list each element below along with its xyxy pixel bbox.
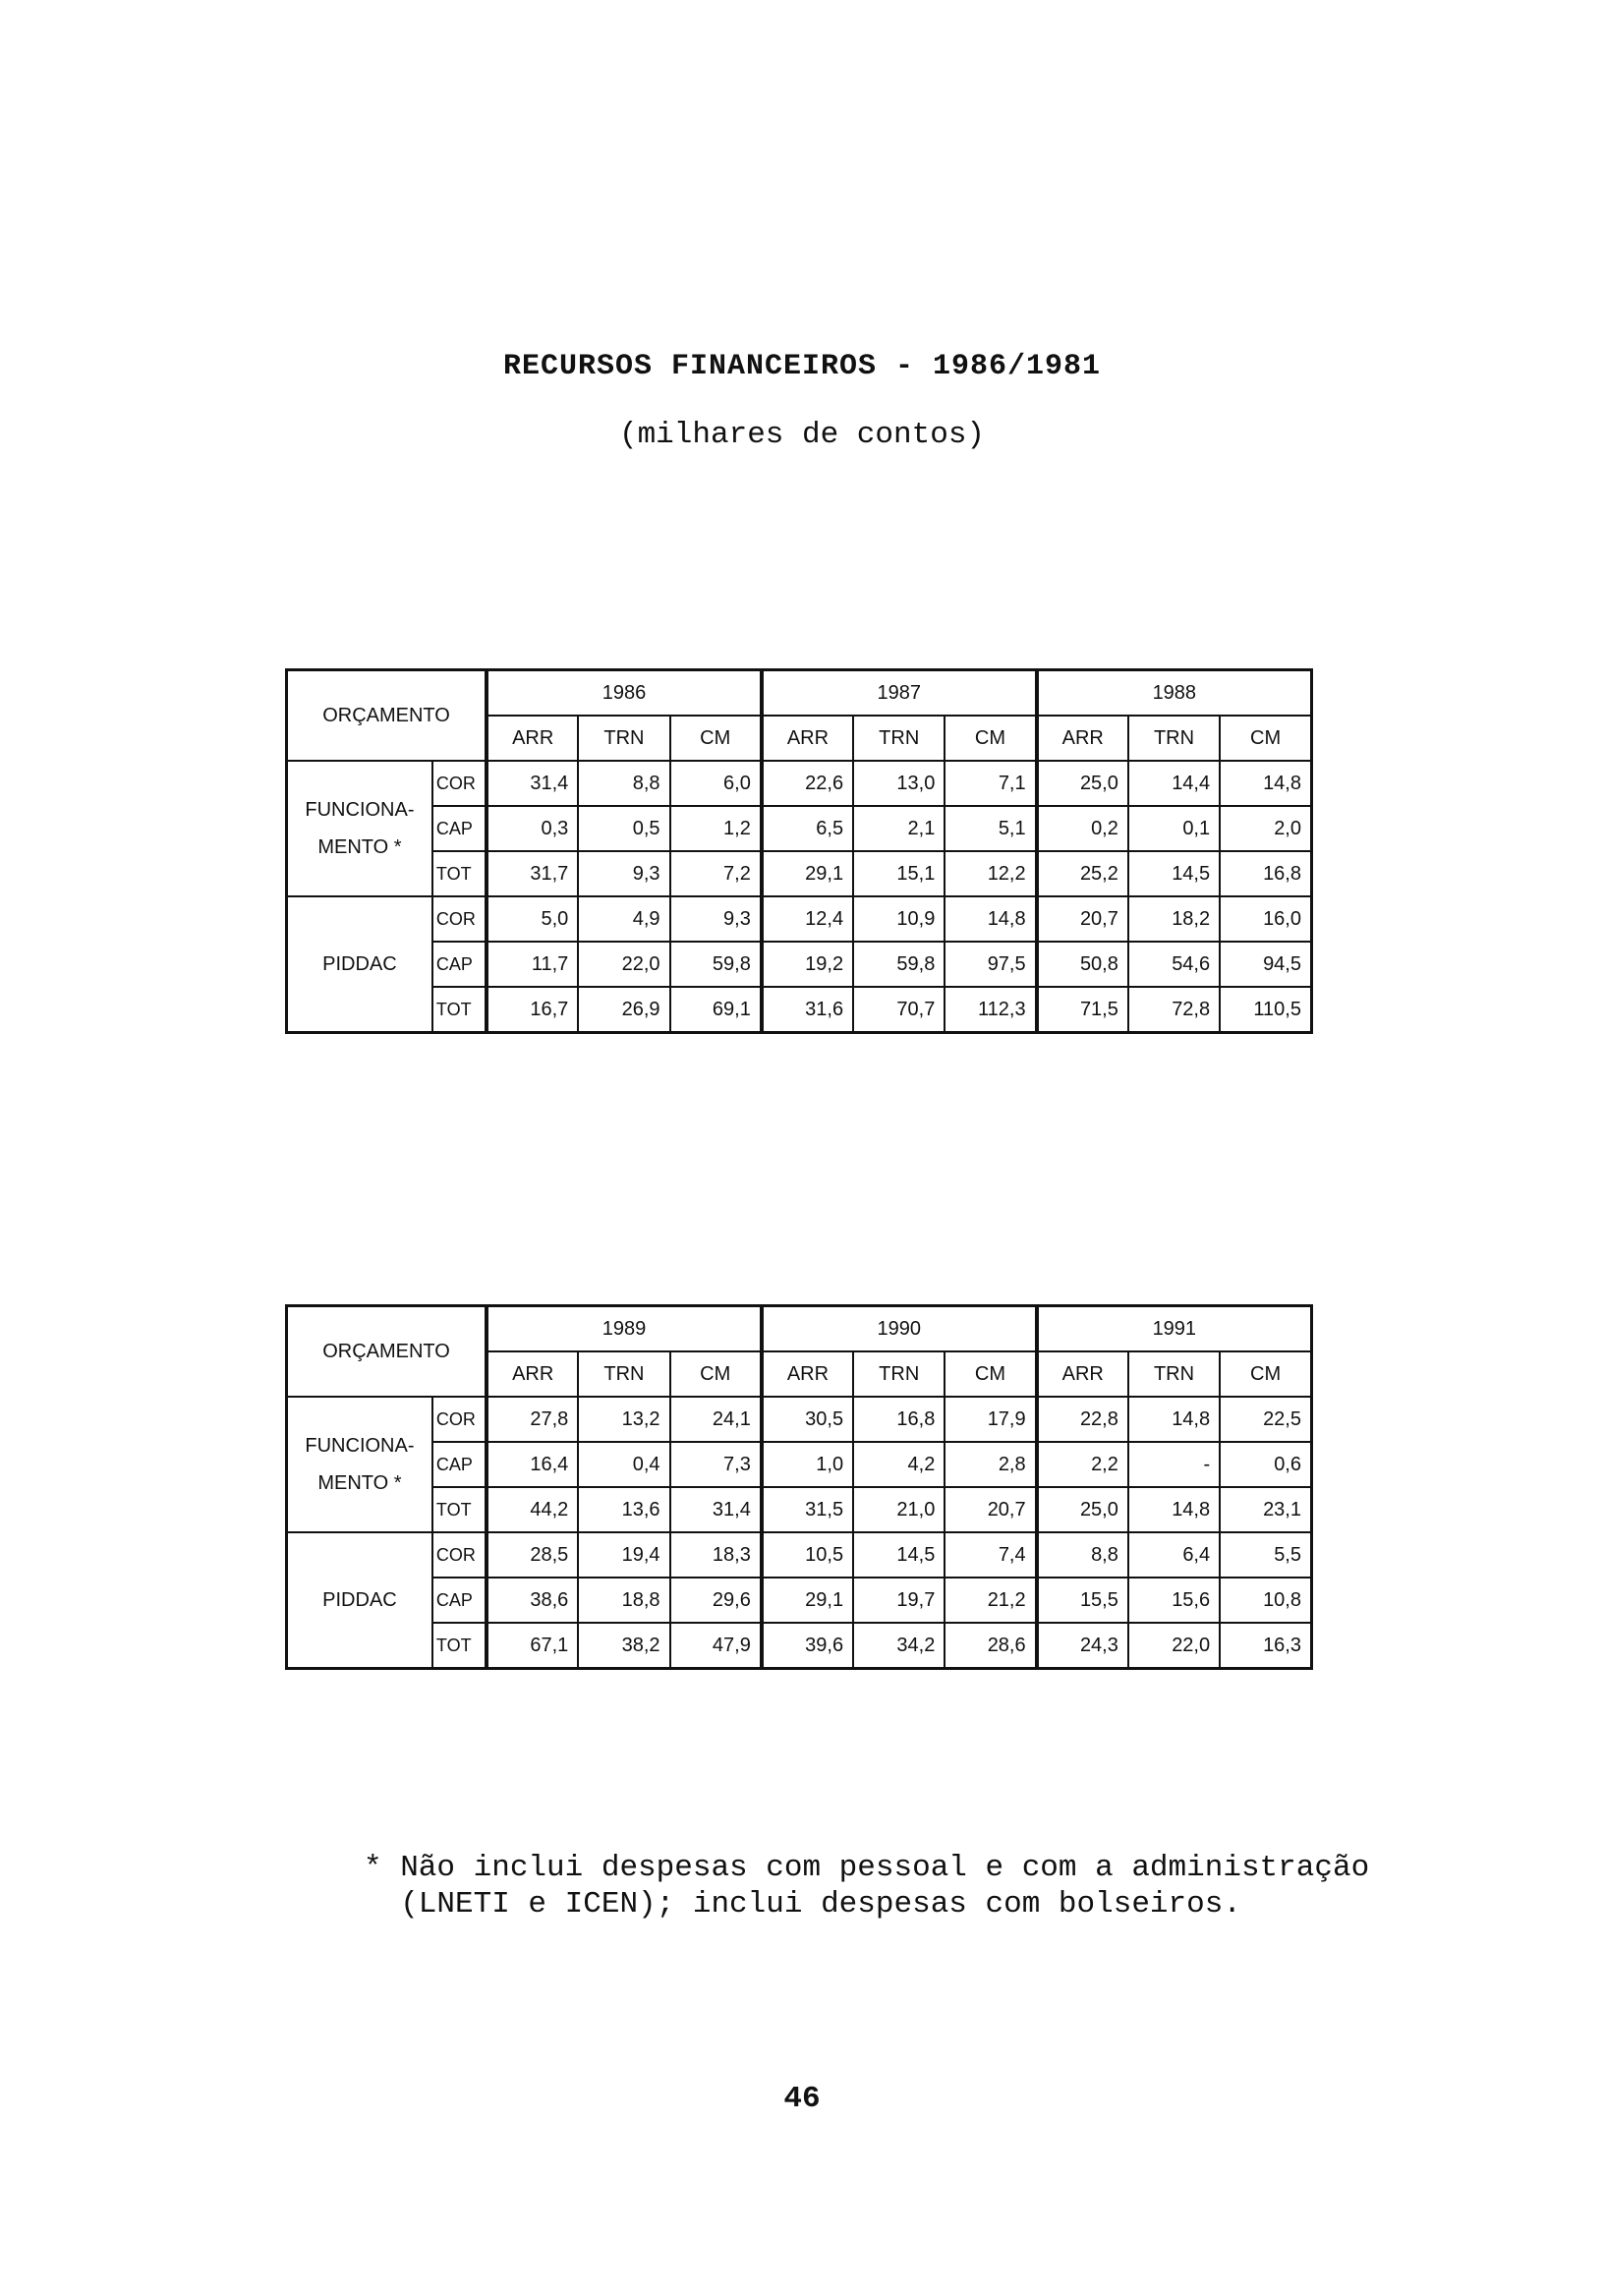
row-group-label: FUNCIONA- MENTO * [287,761,432,896]
measure-header: CM [670,1351,762,1397]
row-type-label: COR [432,1532,487,1578]
value-cell: 1,0 [762,1442,853,1487]
value-cell: 31,7 [487,851,578,896]
row-type-label: COR [432,896,487,942]
value-cell: 25,0 [1037,1487,1128,1532]
value-cell: 6,0 [670,761,762,806]
value-cell: 16,3 [1220,1623,1311,1669]
value-cell: 20,7 [1037,896,1128,942]
value-cell: 2,0 [1220,806,1311,851]
value-cell: 54,6 [1128,942,1220,987]
row-group-label: PIDDAC [287,1532,432,1669]
value-cell: 22,6 [762,761,853,806]
value-cell: 19,4 [578,1532,669,1578]
row-type-label: COR [432,1397,487,1442]
value-cell: 13,2 [578,1397,669,1442]
measure-header: ARR [487,716,578,761]
table-row [287,1578,1312,1623]
page-number: 46 [783,2082,821,2116]
value-cell: 69,1 [670,987,762,1033]
value-cell: 29,1 [762,851,853,896]
value-cell: 24,1 [670,1397,762,1442]
value-cell: 31,6 [762,987,853,1033]
value-cell: 50,8 [1037,942,1128,987]
measure-header: ARR [1037,716,1128,761]
value-cell: 22,5 [1220,1397,1311,1442]
value-cell: 16,8 [853,1397,945,1442]
value-cell: 22,0 [1128,1623,1220,1669]
value-cell: 47,9 [670,1623,762,1669]
value-cell: 15,5 [1037,1578,1128,1623]
value-cell: 30,5 [762,1397,853,1442]
table-row [287,896,1312,942]
value-cell: 14,8 [1128,1397,1220,1442]
measure-header: CM [1220,1351,1311,1397]
budget-table-1 [285,668,1313,1034]
year-header: 1990 [762,1306,1037,1352]
document-title: RECURSOS FINANCEIROS - 1986/1981 [502,350,1102,383]
row-type-label: CAP [432,942,487,987]
value-cell: 28,5 [487,1532,578,1578]
value-cell: 31,4 [487,761,578,806]
value-cell: 15,6 [1128,1578,1220,1623]
measure-header: TRN [578,1351,669,1397]
value-cell: 15,1 [853,851,945,896]
value-cell: 28,6 [945,1623,1036,1669]
value-cell: 59,8 [670,942,762,987]
value-cell: 17,9 [945,1397,1036,1442]
value-cell: 112,3 [945,987,1036,1033]
document-subtitle: (milhares de contos) [618,418,986,452]
value-cell: 9,3 [578,851,669,896]
measure-header: CM [1220,716,1311,761]
value-cell: 14,5 [1128,851,1220,896]
value-cell: 38,6 [487,1578,578,1623]
value-cell: 26,9 [578,987,669,1033]
value-cell: 7,2 [670,851,762,896]
value-cell: 5,0 [487,896,578,942]
value-cell: 18,2 [1128,896,1220,942]
value-cell: 71,5 [1037,987,1128,1033]
header-row-years [287,670,1312,717]
value-cell: 67,1 [487,1623,578,1669]
measure-header: ARR [1037,1351,1128,1397]
year-header: 1987 [762,670,1037,717]
measure-header: TRN [853,1351,945,1397]
table-row [287,1442,1312,1487]
measure-header: CM [945,1351,1036,1397]
value-cell: 21,0 [853,1487,945,1532]
table-row [287,1487,1312,1532]
value-cell: 29,6 [670,1578,762,1623]
value-cell: 16,7 [487,987,578,1033]
value-cell: 31,4 [670,1487,762,1532]
measure-header: ARR [762,1351,853,1397]
value-cell: 59,8 [853,942,945,987]
value-cell: 0,5 [578,806,669,851]
header-row-years [287,1306,1312,1352]
value-cell: 2,2 [1037,1442,1128,1487]
measure-header: TRN [578,716,669,761]
measure-header: CM [670,716,762,761]
value-cell: 0,2 [1037,806,1128,851]
value-cell: 16,0 [1220,896,1311,942]
value-cell: 14,8 [1220,761,1311,806]
value-cell: - [1128,1442,1220,1487]
value-cell: 14,4 [1128,761,1220,806]
row-group-label: PIDDAC [287,896,432,1033]
value-cell: 29,1 [762,1578,853,1623]
table-row [287,761,1312,806]
value-cell: 21,2 [945,1578,1036,1623]
footnote: * Não inclui despesas com pessoal e com a administração (LNETI e ICEN); inclui despesas com bolseiros. [364,1851,1370,1922]
value-cell: 8,8 [578,761,669,806]
value-cell: 8,8 [1037,1532,1128,1578]
header-label: ORÇAMENTO [287,670,487,762]
value-cell: 19,7 [853,1578,945,1623]
year-header: 1986 [487,670,762,717]
measure-header: ARR [762,716,853,761]
row-type-label: COR [432,761,487,806]
budget-table-2 [285,1304,1313,1670]
measure-header: TRN [1128,716,1220,761]
value-cell: 10,9 [853,896,945,942]
value-cell: 7,4 [945,1532,1036,1578]
value-cell: 6,4 [1128,1532,1220,1578]
value-cell: 18,3 [670,1532,762,1578]
row-group-label: FUNCIONA- MENTO * [287,1397,432,1532]
value-cell: 38,2 [578,1623,669,1669]
value-cell: 25,0 [1037,761,1128,806]
value-cell: 110,5 [1220,987,1311,1033]
row-type-label: CAP [432,1578,487,1623]
value-cell: 44,2 [487,1487,578,1532]
value-cell: 13,0 [853,761,945,806]
table-row [287,1532,1312,1578]
value-cell: 4,2 [853,1442,945,1487]
row-type-label: CAP [432,806,487,851]
value-cell: 2,8 [945,1442,1036,1487]
table-row [287,987,1312,1033]
value-cell: 39,6 [762,1623,853,1669]
value-cell: 12,2 [945,851,1036,896]
table-row [287,1623,1312,1669]
value-cell: 12,4 [762,896,853,942]
value-cell: 0,4 [578,1442,669,1487]
table-row [287,806,1312,851]
value-cell: 9,3 [670,896,762,942]
value-cell: 11,7 [487,942,578,987]
value-cell: 14,8 [1128,1487,1220,1532]
value-cell: 0,6 [1220,1442,1311,1487]
row-type-label: CAP [432,1442,487,1487]
value-cell: 5,1 [945,806,1036,851]
year-header: 1989 [487,1306,762,1352]
value-cell: 5,5 [1220,1532,1311,1578]
measure-header: TRN [1128,1351,1220,1397]
value-cell: 34,2 [853,1623,945,1669]
measure-header: ARR [487,1351,578,1397]
table-row [287,851,1312,896]
value-cell: 16,8 [1220,851,1311,896]
value-cell: 0,1 [1128,806,1220,851]
value-cell: 14,8 [945,896,1036,942]
year-header: 1991 [1037,1306,1312,1352]
value-cell: 19,2 [762,942,853,987]
value-cell: 25,2 [1037,851,1128,896]
row-type-label: TOT [432,851,487,896]
row-type-label: TOT [432,1623,487,1669]
value-cell: 22,8 [1037,1397,1128,1442]
value-cell: 70,7 [853,987,945,1033]
value-cell: 18,8 [578,1578,669,1623]
value-cell: 23,1 [1220,1487,1311,1532]
value-cell: 6,5 [762,806,853,851]
value-cell: 24,3 [1037,1623,1128,1669]
value-cell: 16,4 [487,1442,578,1487]
header-label: ORÇAMENTO [287,1306,487,1398]
value-cell: 10,8 [1220,1578,1311,1623]
value-cell: 2,1 [853,806,945,851]
value-cell: 7,1 [945,761,1036,806]
measure-header: CM [945,716,1036,761]
value-cell: 94,5 [1220,942,1311,987]
value-cell: 31,5 [762,1487,853,1532]
value-cell: 10,5 [762,1532,853,1578]
table-row [287,1397,1312,1442]
value-cell: 27,8 [487,1397,578,1442]
row-type-label: TOT [432,1487,487,1532]
measure-header: TRN [853,716,945,761]
value-cell: 97,5 [945,942,1036,987]
value-cell: 14,5 [853,1532,945,1578]
value-cell: 13,6 [578,1487,669,1532]
value-cell: 4,9 [578,896,669,942]
value-cell: 7,3 [670,1442,762,1487]
row-type-label: TOT [432,987,487,1033]
value-cell: 72,8 [1128,987,1220,1033]
value-cell: 0,3 [487,806,578,851]
value-cell: 1,2 [670,806,762,851]
table-row [287,942,1312,987]
value-cell: 20,7 [945,1487,1036,1532]
value-cell: 22,0 [578,942,669,987]
year-header: 1988 [1037,670,1312,717]
